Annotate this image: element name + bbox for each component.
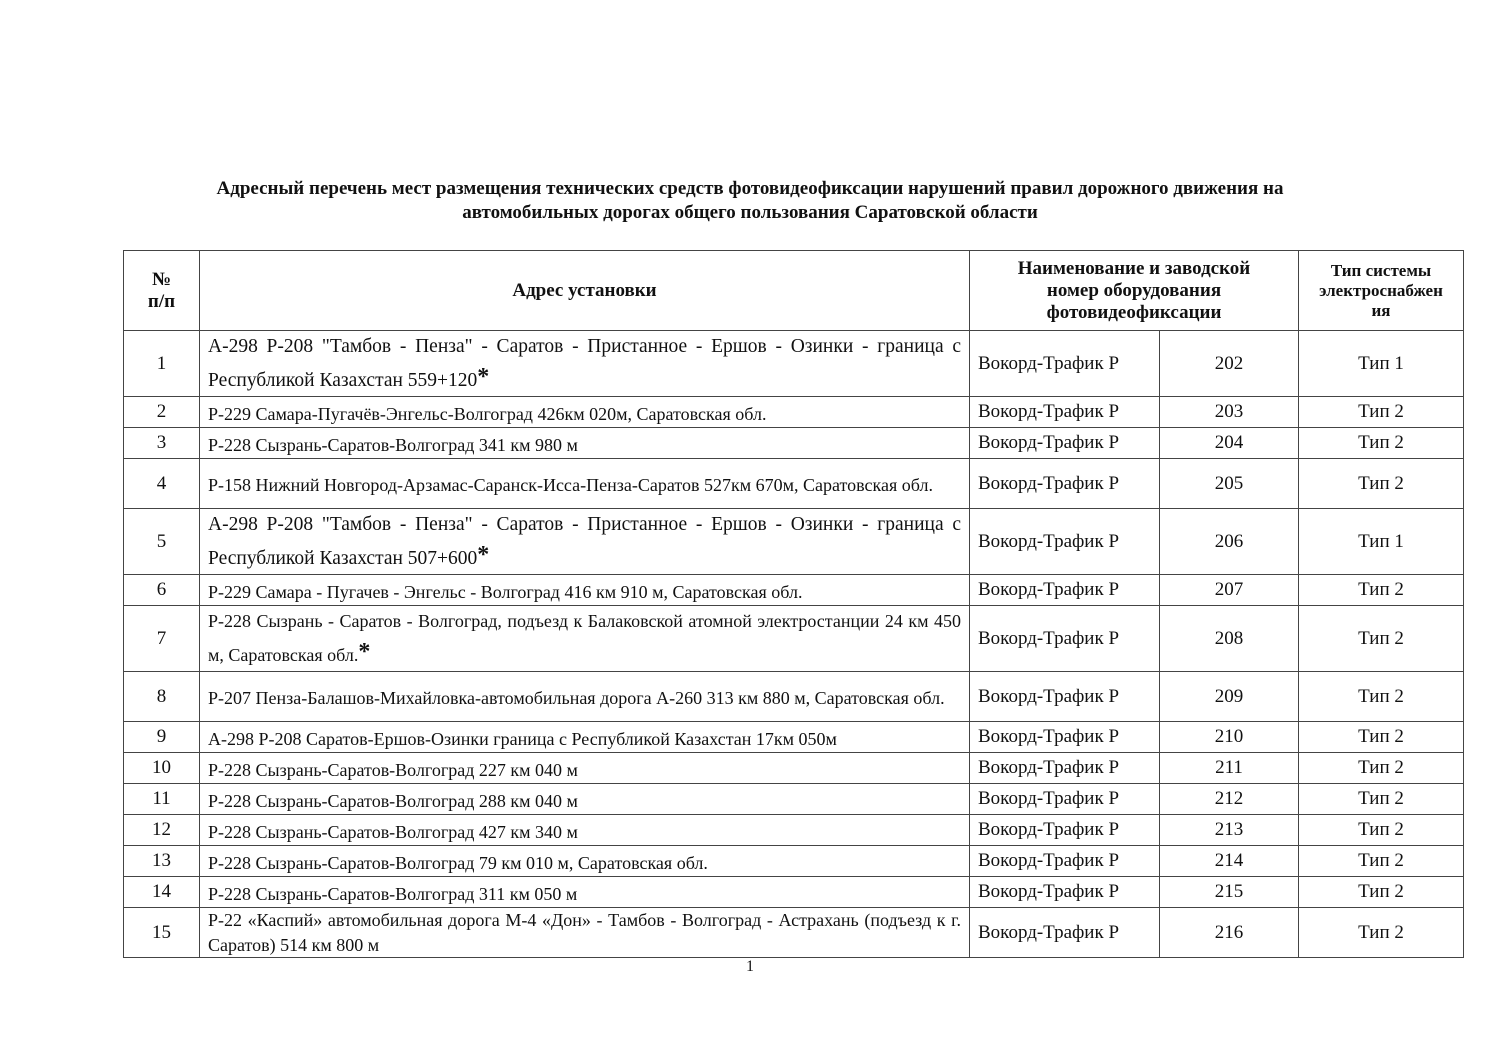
address-text: Р-228 Сызрань-Саратов-Волгоград 427 км 340 м <box>208 821 578 842</box>
row-address <box>200 575 970 606</box>
table-row <box>124 846 1464 877</box>
header-address: Адрес установки <box>200 251 970 331</box>
title-line-1: Адресный перечень мест размещения технических средств фотовидеофиксации нарушений правил дорожного движения на <box>216 178 1284 199</box>
row-address <box>200 753 970 784</box>
footnote-asterisk: * <box>477 542 490 568</box>
table-row <box>124 606 1464 672</box>
row-power-type: Тип 2 <box>1299 908 1464 958</box>
address-text: А-298 Р-208 "Тамбов - Пенза" - Саратов - Пристанное - Ершов - Озинки - граница с Республикой Казахстан 507+600 <box>208 514 961 569</box>
address-text: А-298 Р-208 Саратов-Ершов-Озинки граница с Республикой Казахстан 17км 050м <box>208 728 837 749</box>
row-power-type: Тип 2 <box>1299 397 1464 428</box>
table-row <box>124 672 1464 722</box>
row-device-name: Вокорд-Трафик Р <box>970 428 1160 459</box>
row-number: 10 <box>124 753 200 784</box>
row-address <box>200 459 970 509</box>
address-text: А-298 Р-208 "Тамбов - Пенза" - Саратов - Пристанное - Ершов - Озинки - граница с Республикой Казахстан 559+120 <box>208 336 961 391</box>
row-serial-number: 207 <box>1160 575 1299 606</box>
row-address <box>200 509 970 575</box>
row-number: 6 <box>124 575 200 606</box>
row-number: 1 <box>124 331 200 397</box>
row-device-name: Вокорд-Трафик Р <box>970 908 1160 958</box>
table-row <box>124 753 1464 784</box>
row-power-type: Тип 2 <box>1299 428 1464 459</box>
table-row <box>124 784 1464 815</box>
address-text: Р-229 Самара-Пугачёв-Энгельс-Волгоград 426км 020м, Саратовская обл. <box>208 403 767 424</box>
row-device-name: Вокорд-Трафик Р <box>970 846 1160 877</box>
row-serial-number: 209 <box>1160 672 1299 722</box>
address-text: Р-207 Пенза-Балашов-Михайловка-автомобильная дорога А-260 313 км 880 м, Саратовская обл. <box>208 688 945 708</box>
table-row <box>124 575 1464 606</box>
address-text: Р-228 Сызрань-Саратов-Волгоград 227 км 040 м <box>208 759 578 780</box>
row-serial-number: 210 <box>1160 722 1299 753</box>
header-number: № п/п <box>124 251 200 331</box>
address-text: Р-228 Сызрань - Саратов - Волгоград, подъезд к Балаковской атомной электростанции 24 км 450 м, Саратовская обл. <box>208 611 961 665</box>
row-serial-number: 202 <box>1160 331 1299 397</box>
row-power-type: Тип 2 <box>1299 606 1464 672</box>
address-text: Р-228 Сызрань-Саратов-Волгоград 79 км 010 м, Саратовская обл. <box>208 852 708 873</box>
row-power-type: Тип 1 <box>1299 509 1464 575</box>
row-serial-number: 203 <box>1160 397 1299 428</box>
row-number: 9 <box>124 722 200 753</box>
table-row <box>124 428 1464 459</box>
row-address <box>200 606 970 672</box>
row-address <box>200 877 970 908</box>
row-address <box>200 672 970 722</box>
address-text: Р-158 Нижний Новгород-Арзамас-Саранск-Исса-Пенза-Саратов 527км 670м, Саратовская обл. <box>208 475 933 495</box>
row-address <box>200 815 970 846</box>
row-power-type: Тип 2 <box>1299 815 1464 846</box>
row-power-type: Тип 2 <box>1299 722 1464 753</box>
row-device-name: Вокорд-Трафик Р <box>970 753 1160 784</box>
table-row <box>124 877 1464 908</box>
row-power-type: Тип 1 <box>1299 331 1464 397</box>
row-number: 12 <box>124 815 200 846</box>
row-device-name: Вокорд-Трафик Р <box>970 672 1160 722</box>
table-header-row <box>124 251 1464 331</box>
row-address <box>200 428 970 459</box>
footnote-asterisk: * <box>477 364 490 390</box>
row-serial-number: 214 <box>1160 846 1299 877</box>
row-number: 11 <box>124 784 200 815</box>
row-number: 4 <box>124 459 200 509</box>
document-title <box>120 177 1380 225</box>
address-text: Р-22 «Каспий» автомобильная дорога М-4 «Дон» - Тамбов - Волгоград - Астрахань (подъезд к г. Саратов) 514 км 800 м <box>208 910 961 955</box>
row-device-name: Вокорд-Трафик Р <box>970 509 1160 575</box>
row-power-type: Тип 2 <box>1299 459 1464 509</box>
row-address <box>200 331 970 397</box>
row-serial-number: 204 <box>1160 428 1299 459</box>
table-row <box>124 459 1464 509</box>
camera-locations-table <box>123 250 1464 958</box>
table-row <box>124 509 1464 575</box>
address-text: Р-228 Сызрань-Саратов-Волгоград 288 км 040 м <box>208 790 578 811</box>
row-device-name: Вокорд-Трафик Р <box>970 877 1160 908</box>
footnote-asterisk: * <box>358 639 371 665</box>
row-power-type: Тип 2 <box>1299 846 1464 877</box>
page-number: 1 <box>746 958 754 975</box>
row-number: 13 <box>124 846 200 877</box>
row-address <box>200 784 970 815</box>
row-power-type: Тип 2 <box>1299 877 1464 908</box>
row-serial-number: 211 <box>1160 753 1299 784</box>
row-power-type: Тип 2 <box>1299 672 1464 722</box>
address-text: Р-228 Сызрань-Саратов-Волгоград 341 км 980 м <box>208 434 578 455</box>
row-serial-number: 208 <box>1160 606 1299 672</box>
row-number: 14 <box>124 877 200 908</box>
row-device-name: Вокорд-Трафик Р <box>970 459 1160 509</box>
header-equipment: Наименование и заводской номер оборудования фотовидеофиксации <box>970 251 1299 331</box>
row-power-type: Тип 2 <box>1299 753 1464 784</box>
row-power-type: Тип 2 <box>1299 575 1464 606</box>
row-number: 7 <box>124 606 200 672</box>
row-serial-number: 206 <box>1160 509 1299 575</box>
row-device-name: Вокорд-Трафик Р <box>970 331 1160 397</box>
table-row <box>124 815 1464 846</box>
row-device-name: Вокорд-Трафик Р <box>970 815 1160 846</box>
row-number: 15 <box>124 908 200 958</box>
row-serial-number: 215 <box>1160 877 1299 908</box>
row-serial-number: 205 <box>1160 459 1299 509</box>
row-device-name: Вокорд-Трафик Р <box>970 722 1160 753</box>
table-row <box>124 722 1464 753</box>
header-power-type: Тип системы электроснабжен ия <box>1299 251 1464 331</box>
table-row <box>124 397 1464 428</box>
table-row <box>124 331 1464 397</box>
row-serial-number: 216 <box>1160 908 1299 958</box>
row-device-name: Вокорд-Трафик Р <box>970 784 1160 815</box>
row-address <box>200 846 970 877</box>
address-text: Р-229 Самара - Пугачев - Энгельс - Волгоград 416 км 910 м, Саратовская обл. <box>208 581 803 602</box>
row-number: 5 <box>124 509 200 575</box>
row-number: 3 <box>124 428 200 459</box>
row-device-name: Вокорд-Трафик Р <box>970 606 1160 672</box>
row-address <box>200 722 970 753</box>
table-row <box>124 908 1464 958</box>
address-text: Р-228 Сызрань-Саратов-Волгоград 311 км 050 м <box>208 883 578 904</box>
row-serial-number: 212 <box>1160 784 1299 815</box>
row-device-name: Вокорд-Трафик Р <box>970 397 1160 428</box>
row-device-name: Вокорд-Трафик Р <box>970 575 1160 606</box>
row-address <box>200 397 970 428</box>
row-number: 2 <box>124 397 200 428</box>
row-power-type: Тип 2 <box>1299 784 1464 815</box>
row-address <box>200 908 970 958</box>
row-serial-number: 213 <box>1160 815 1299 846</box>
title-line-2: автомобильных дорогах общего пользования Саратовской области <box>462 202 1038 223</box>
row-number: 8 <box>124 672 200 722</box>
